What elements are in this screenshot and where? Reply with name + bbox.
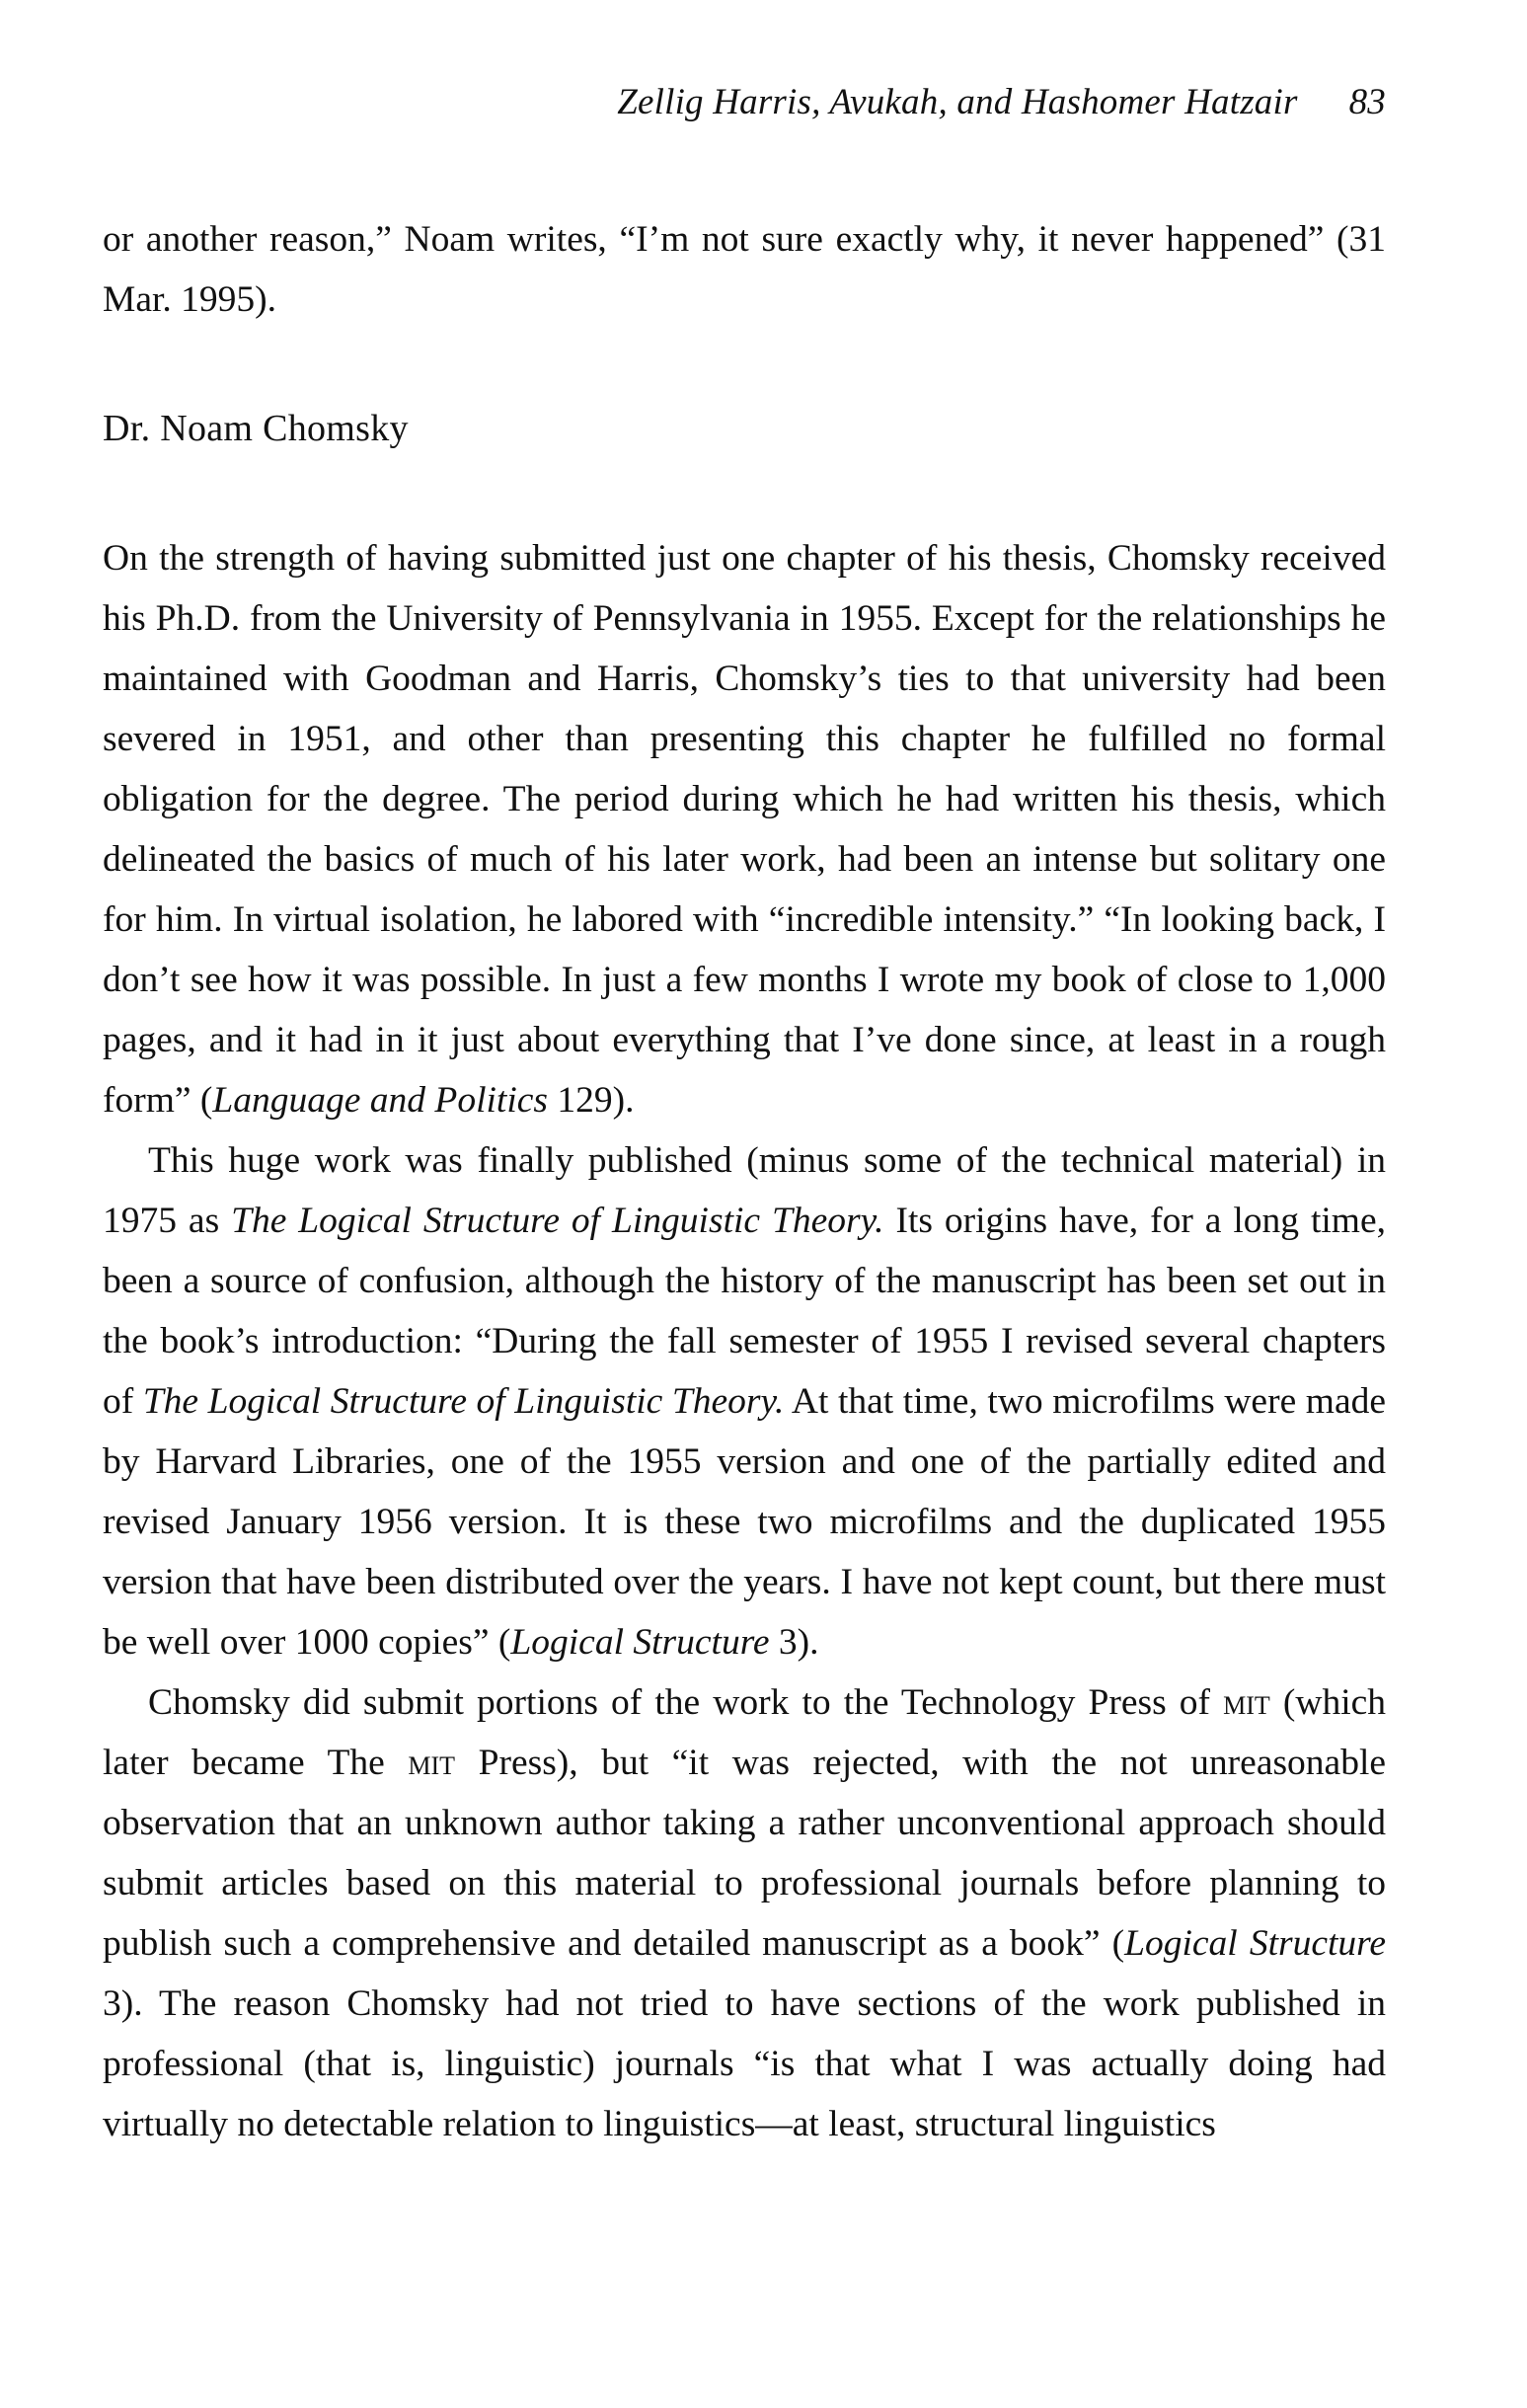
text-run: Its origins have, for a long time, been a source of confusion, although the history of the manuscript has been set out in the book’s introduction: “During the fall semester of 1955 I revised several chapters of bbox=[103, 1201, 1386, 1422]
paragraph bbox=[103, 1672, 1386, 2154]
text-run: This huge work was finally published (minus some of the technical material) in 1975 as bbox=[103, 1140, 1386, 1241]
italic-citation: Logical Structure bbox=[510, 1622, 770, 1663]
paragraph bbox=[103, 528, 1386, 1130]
italic-title: The Logical Structure of Linguistic Theory. bbox=[231, 1201, 884, 1241]
running-head bbox=[617, 81, 1386, 123]
text-run: At that time, two microfilms were made by Harvard Libraries, one of the 1955 version and one of the partially edited and revised January 1956 version. It is these two microfilms and the duplicated 1955 version that have been distributed over the years. I have not kept count, but there must be well over 1000 copies” ( bbox=[103, 1381, 1386, 1663]
text-run: 129). bbox=[547, 1080, 635, 1121]
paragraph bbox=[103, 1130, 1386, 1672]
small-caps-acronym: mit bbox=[1223, 1682, 1270, 1723]
text-run: Chomsky did submit portions of the work to the Technology Press of bbox=[148, 1682, 1224, 1723]
text-run: 3). The reason Chomsky had not tried to have sections of the work published in professional (that is, linguistic) journals “is that what I was actually doing had virtually no detectable relation to linguistics—at least, structural linguistics bbox=[103, 1983, 1386, 2144]
italic-citation: Language and Politics bbox=[212, 1080, 548, 1121]
italic-citation: Logical Structure bbox=[1124, 1923, 1386, 1964]
paragraph-continued bbox=[103, 209, 1386, 330]
paragraph-text: or another reason,” Noam writes, “I’m not sure exactly why, it never happened” (31 Mar. 1995). bbox=[103, 219, 1386, 320]
italic-title: The Logical Structure of Linguistic Theory. bbox=[142, 1381, 785, 1422]
book-page bbox=[103, 0, 1386, 2408]
text-run: Press), but “it was rejected, with the not unreasonable observation that an unknown author taking a rather unconventional approach should submit articles based on this material to professional journals before planning to publish such a comprehensive and detailed manuscript as a book” ( bbox=[103, 1743, 1387, 1964]
page-number: 83 bbox=[1348, 82, 1386, 122]
text-run: On the strength of having submitted just one chapter of his thesis, Chomsky received his Ph.D. from the University of Pennsylvania in 1955. Except for the relationships he maintained with Goodman and Harris, Chomsky’s ties to that university had been severed in 1951, and other than presenting this chapter he fulfilled no formal obligation for the degree. The period during which he had written his thesis, which delineated the basics of much of his later work, had been an intense but solitary one for him. In virtual isolation, he labored with “incredible intensity.” “In looking back, I don’t see how it was possible. In just a few months I wrote my book of close to 1,000 pages, and it had in it just about everything that I’ve done since, at least in a rough form” ( bbox=[103, 538, 1386, 1121]
section-heading: Dr. Noam Chomsky bbox=[103, 408, 409, 449]
body-text bbox=[103, 209, 1386, 2154]
text-run: 3). bbox=[769, 1622, 819, 1663]
text-run: (which later became The bbox=[103, 1682, 1387, 1783]
small-caps-acronym: mit bbox=[408, 1743, 456, 1783]
running-title: Zellig Harris, Avukah, and Hashomer Hatzair bbox=[617, 82, 1298, 122]
